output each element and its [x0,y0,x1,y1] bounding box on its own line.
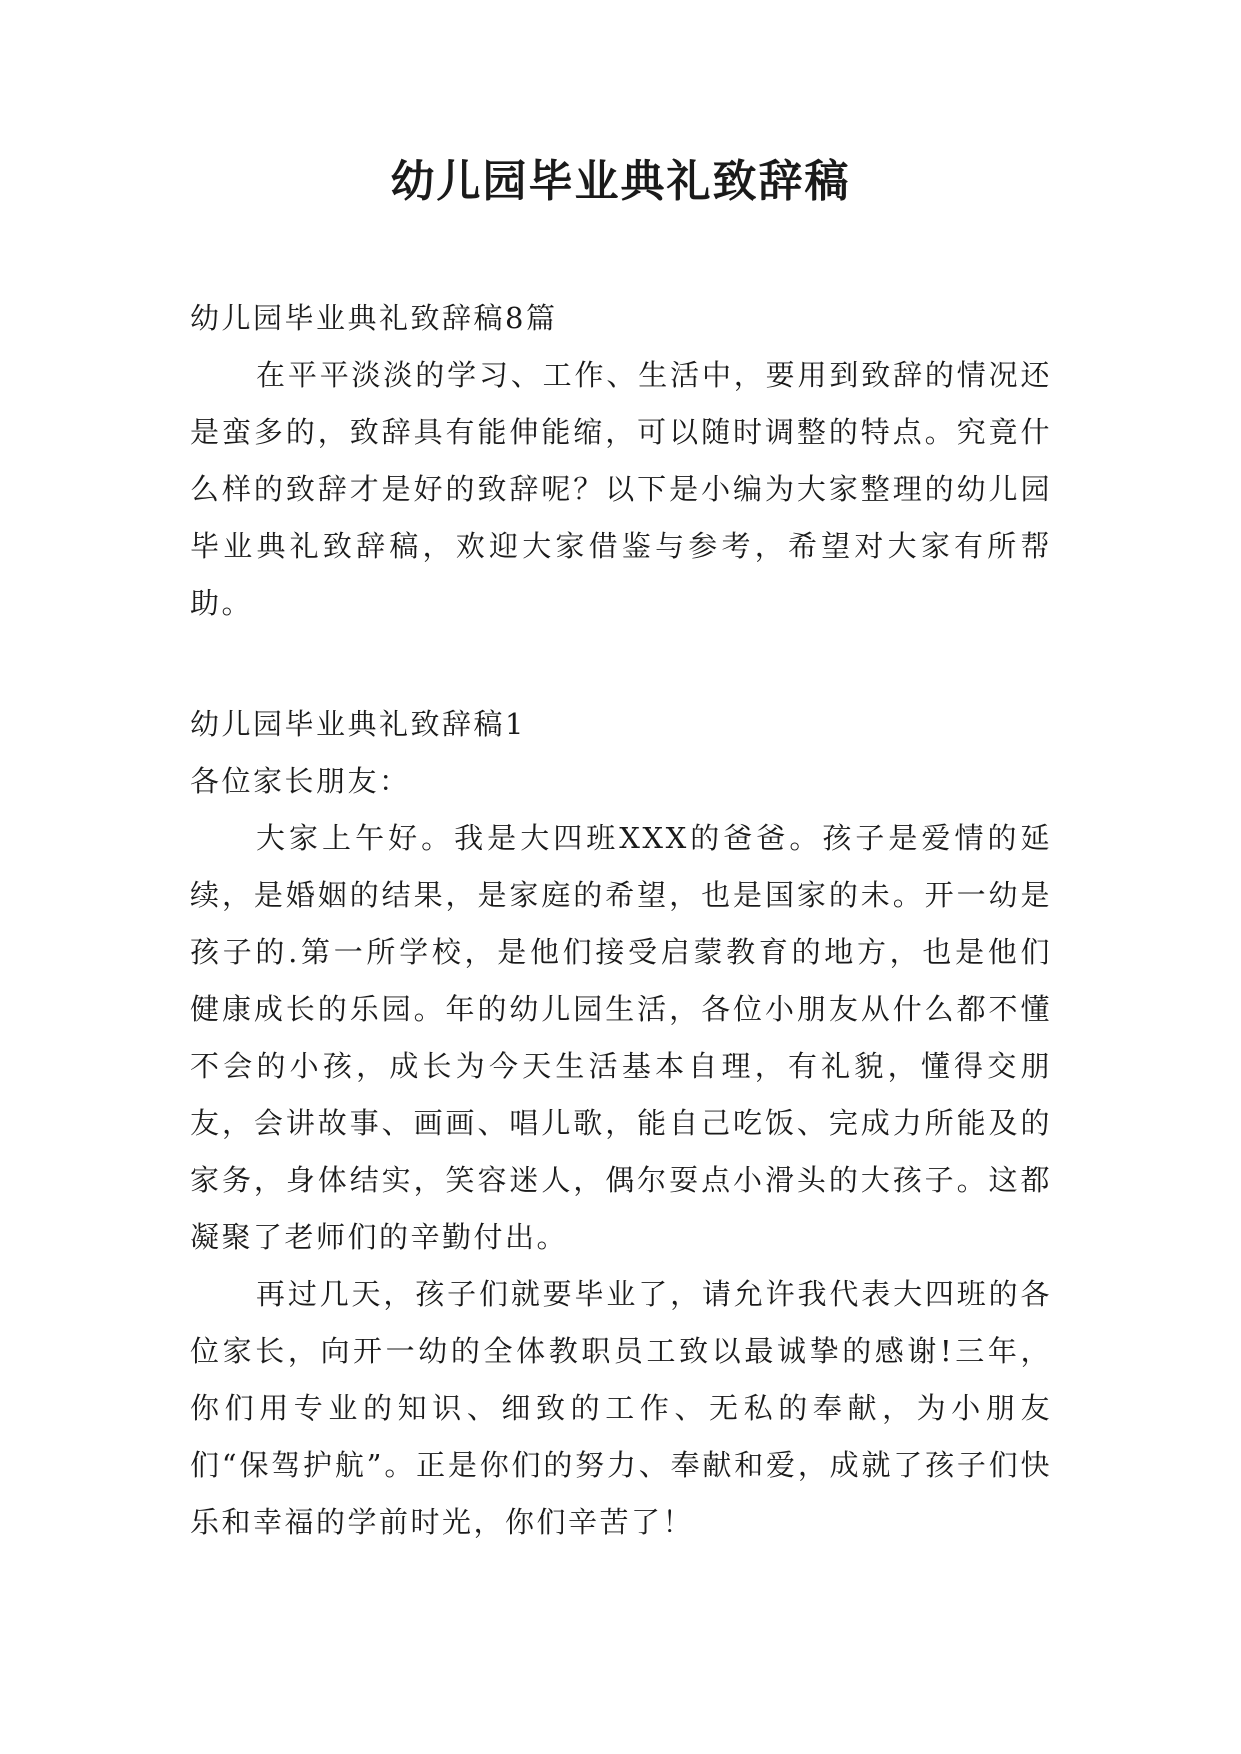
body-paragraph-1: 大家上午好。我是大四班XXX的爸爸。孩子是爱情的延续，是婚姻的结果，是家庭的希望，也是国家的未。开一幼是孩子的.第一所学校，是他们接受启蒙教育的地方，也是他们健康成长的乐园。年的幼儿园生活，各位小朋友从什么都不懂不会的小孩，成长为今天生活基本自理，有礼貌，懂得交朋友，会讲故事、画画、唱儿歌，能自己吃饭、完成力所能及的家务，身体结实，笑容迷人，偶尔耍点小滑头的大孩子。这都凝聚了老师们的辛勤付出。 [190,821,1052,1254]
document-body [190,290,1052,1551]
intro-paragraph: 在平平淡淡的学习、工作、生活中，要用到致辞的情况还是蛮多的，致辞具有能伸能缩，可以随时调整的特点。究竟什么样的致辞才是好的致辞呢？以下是小编为大家整理的幼儿园毕业典礼致辞稿，欢迎大家借鉴与参考，希望对大家有所帮助。 [190,358,1052,620]
section-heading: 幼儿园毕业典礼致辞稿1 [190,707,526,741]
document-subtitle: 幼儿园毕业典礼致辞稿8篇 [190,301,558,335]
body-paragraph-2: 再过几天，孩子们就要毕业了，请允许我代表大四班的各位家长，向开一幼的全体教职员工致以最诚挚的感谢!三年，你们用专业的知识、细致的工作、无私的奉献，为小朋友们“保驾护航”。正是你们的努力、奉献和爱，成就了孩子们快乐和幸福的学前时光，你们辛苦了！ [190,1277,1052,1539]
document-title: 幼儿园毕业典礼致辞稿 [390,156,851,207]
salutation: 各位家长朋友： [190,764,411,798]
section-spacer [190,632,1052,696]
